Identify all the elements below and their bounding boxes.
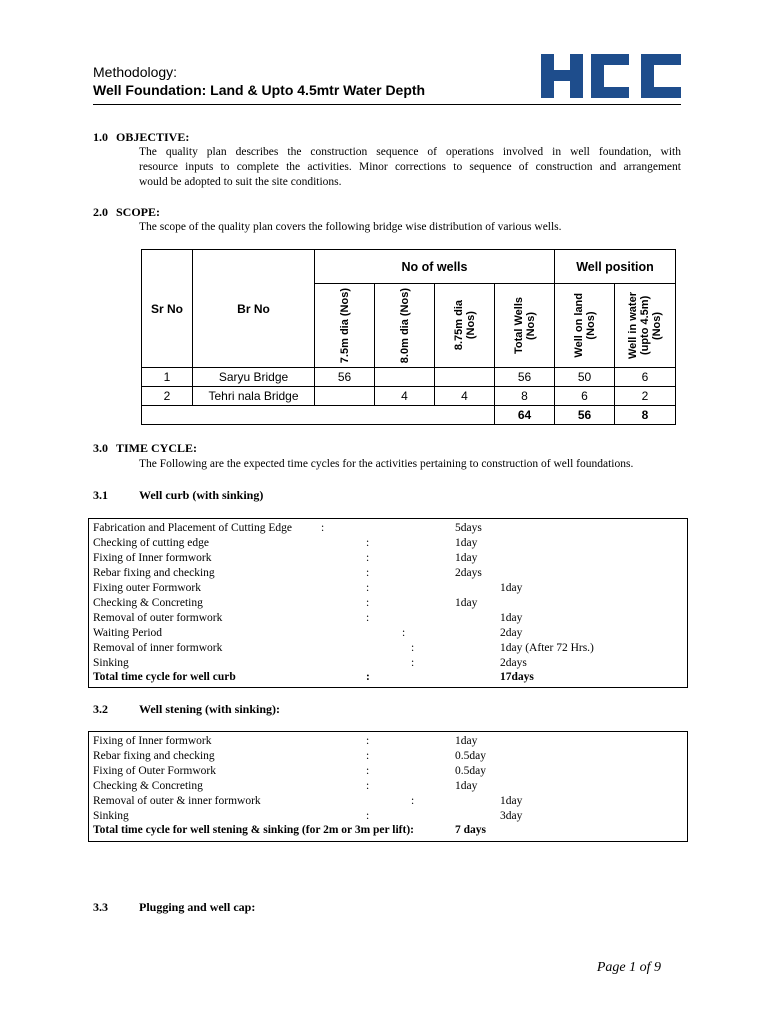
header-text: Total Wells [512, 296, 525, 355]
page-number: Page 1 of 9 [596, 960, 661, 975]
well-curb-title: Well curb (with sinking) [139, 488, 264, 502]
col-header-br-no: Br No [193, 250, 315, 368]
time-cycle-number: 3.0 [93, 441, 108, 455]
cell-total: 56 [495, 368, 555, 387]
duration-value: 1day [455, 780, 478, 792]
header-text: (Nos) [651, 311, 663, 340]
header-text: Well on land [572, 293, 585, 358]
wells-distribution-table [141, 249, 676, 425]
cell-bridge: Tehri nala Bridge [193, 387, 315, 406]
activity-label: Fixing outer Formwork [93, 582, 201, 594]
well-curb-box [88, 518, 688, 688]
duration-value: 2days [455, 567, 482, 579]
separator: : [366, 552, 370, 564]
activity-label: Removal of outer & inner formwork [93, 795, 261, 807]
activity-label: Fixing of Inner formwork [93, 735, 212, 747]
scope-number: 2.0 [93, 205, 108, 219]
separator: : [411, 642, 415, 654]
activity-label: Fabrication and Placement of Cutting Edge [93, 522, 292, 534]
separator: : [411, 657, 415, 669]
col-group-well-position: Well position [555, 250, 676, 284]
total-row-spacer [142, 406, 495, 425]
cell-in-water: 6 [615, 368, 676, 387]
duration-value: 2days [500, 657, 527, 669]
table-total-row [142, 406, 676, 425]
separator: : [366, 735, 370, 747]
activity-label: Checking & Concreting [93, 780, 203, 792]
cell-7-5m: 56 [315, 368, 375, 387]
activity-label: Removal of inner formwork [93, 642, 223, 654]
header-text: (Nos) [524, 311, 537, 340]
scope-title: SCOPE: [116, 205, 161, 219]
cell-bridge: Saryu Bridge [193, 368, 315, 387]
col-header-well-in-water [615, 284, 676, 368]
objective-line: The quality plan describes the construction sequence of operations involved in well foundation, with [139, 146, 681, 158]
col-header-8-75m-dia [435, 284, 495, 368]
cell-8-0m: 4 [375, 387, 435, 406]
activity-label: Removal of outer formwork [93, 612, 223, 624]
cell-7-5m [315, 387, 375, 406]
header-text: (Nos) [464, 311, 477, 340]
duration-value: 3day [500, 810, 523, 822]
hcc-logo [541, 54, 681, 98]
separator: : [366, 765, 370, 777]
col-group-no-of-wells: No of wells [315, 250, 555, 284]
col-header-7-5m-dia [315, 284, 375, 368]
duration-value: 1day [455, 537, 478, 549]
header-divider [93, 104, 681, 105]
table-row [142, 368, 676, 387]
separator: : [411, 795, 415, 807]
separator: : [366, 567, 370, 579]
col-header-8-0m-dia [375, 284, 435, 368]
well-curb-number: 3.1 [93, 488, 108, 502]
cell-sr-no: 1 [142, 368, 193, 387]
time-cycle-title: TIME CYCLE: [116, 441, 198, 455]
total-label: Total time cycle for well stening & sinking (for 2m or 3m per lift): [93, 824, 415, 836]
separator: : [366, 537, 370, 549]
activity-label: Rebar fixing and checking [93, 567, 215, 579]
duration-value: 1day [455, 552, 478, 564]
objective-line: resource inputs to complete the activities. Minor corrections to sequence of construction and arrangement [139, 161, 681, 173]
cell-on-land: 6 [555, 387, 615, 406]
activity-label: Checking & Concreting [93, 597, 203, 609]
col-header-sr-no: Sr No [142, 250, 193, 368]
duration-value: 0.5day [455, 750, 486, 762]
methodology-label: Methodology: [93, 64, 178, 80]
total-wells: 64 [495, 406, 555, 425]
header-text: (Nos) [584, 311, 597, 340]
separator: : [366, 810, 370, 822]
well-stening-number: 3.2 [93, 702, 108, 716]
activity-label: Sinking [93, 657, 129, 669]
separator: : [366, 671, 370, 683]
cell-8-0m [375, 368, 435, 387]
header-text: 8.0m dia (Nos) [398, 287, 411, 364]
activity-label: Waiting Period [93, 627, 163, 639]
header-text: Well in water [627, 291, 639, 360]
header-text: (upto 4.5m) [639, 295, 651, 356]
scope-text: The scope of the quality plan covers the following bridge wise distribution of various wells. [139, 221, 562, 233]
total-in-water: 8 [615, 406, 676, 425]
cell-in-water: 2 [615, 387, 676, 406]
separator: : [366, 612, 370, 624]
cell-on-land: 50 [555, 368, 615, 387]
total-value: 7 days [455, 824, 486, 836]
separator: : [321, 522, 325, 534]
table-row [142, 387, 676, 406]
document-title: Well Foundation: Land & Upto 4.5mtr Water Depth [93, 82, 426, 98]
separator: : [366, 582, 370, 594]
duration-value: 5days [455, 522, 482, 534]
duration-value: 1day (After 72 Hrs.) [500, 642, 594, 654]
well-stening-title: Well stening (with sinking): [139, 702, 281, 716]
cell-sr-no: 2 [142, 387, 193, 406]
duration-value: 1day [500, 582, 523, 594]
objective-line: would be adopted to suit the site conditions. [139, 176, 342, 188]
header-text: 8.75m dia [452, 300, 465, 351]
time-cycle-text: The Following are the expected time cycles for the activities pertaining to construction of well foundations. [139, 458, 634, 470]
separator: : [366, 780, 370, 792]
total-on-land: 56 [555, 406, 615, 425]
duration-value: 1day [455, 735, 478, 747]
cell-total: 8 [495, 387, 555, 406]
col-header-well-on-land [555, 284, 615, 368]
total-label: Total time cycle for well curb [93, 671, 236, 683]
activity-label: Fixing of Outer Formwork [93, 765, 216, 777]
header-text: 7.5m dia (Nos) [338, 287, 351, 364]
activity-label: Fixing of Inner formwork [93, 552, 212, 564]
separator: : [366, 597, 370, 609]
well-stening-box [88, 731, 688, 842]
objective-text [139, 145, 681, 190]
cell-8-75m [435, 368, 495, 387]
activity-label: Rebar fixing and checking [93, 750, 215, 762]
activity-label: Checking of cutting edge [93, 537, 209, 549]
total-value: 17days [500, 671, 534, 683]
duration-value: 1day [455, 597, 478, 609]
cell-8-75m: 4 [435, 387, 495, 406]
plugging-title: Plugging and well cap: [139, 900, 256, 914]
duration-value: 0.5day [455, 765, 486, 777]
duration-value: 1day [500, 612, 523, 624]
duration-value: 1day [500, 795, 523, 807]
separator: : [402, 627, 406, 639]
activity-label: Sinking [93, 810, 129, 822]
objective-number: 1.0 [93, 130, 108, 144]
duration-value: 2day [500, 627, 523, 639]
plugging-number: 3.3 [93, 900, 108, 914]
objective-title: OBJECTIVE: [116, 130, 190, 144]
separator: : [366, 750, 370, 762]
col-header-total-wells [495, 284, 555, 368]
